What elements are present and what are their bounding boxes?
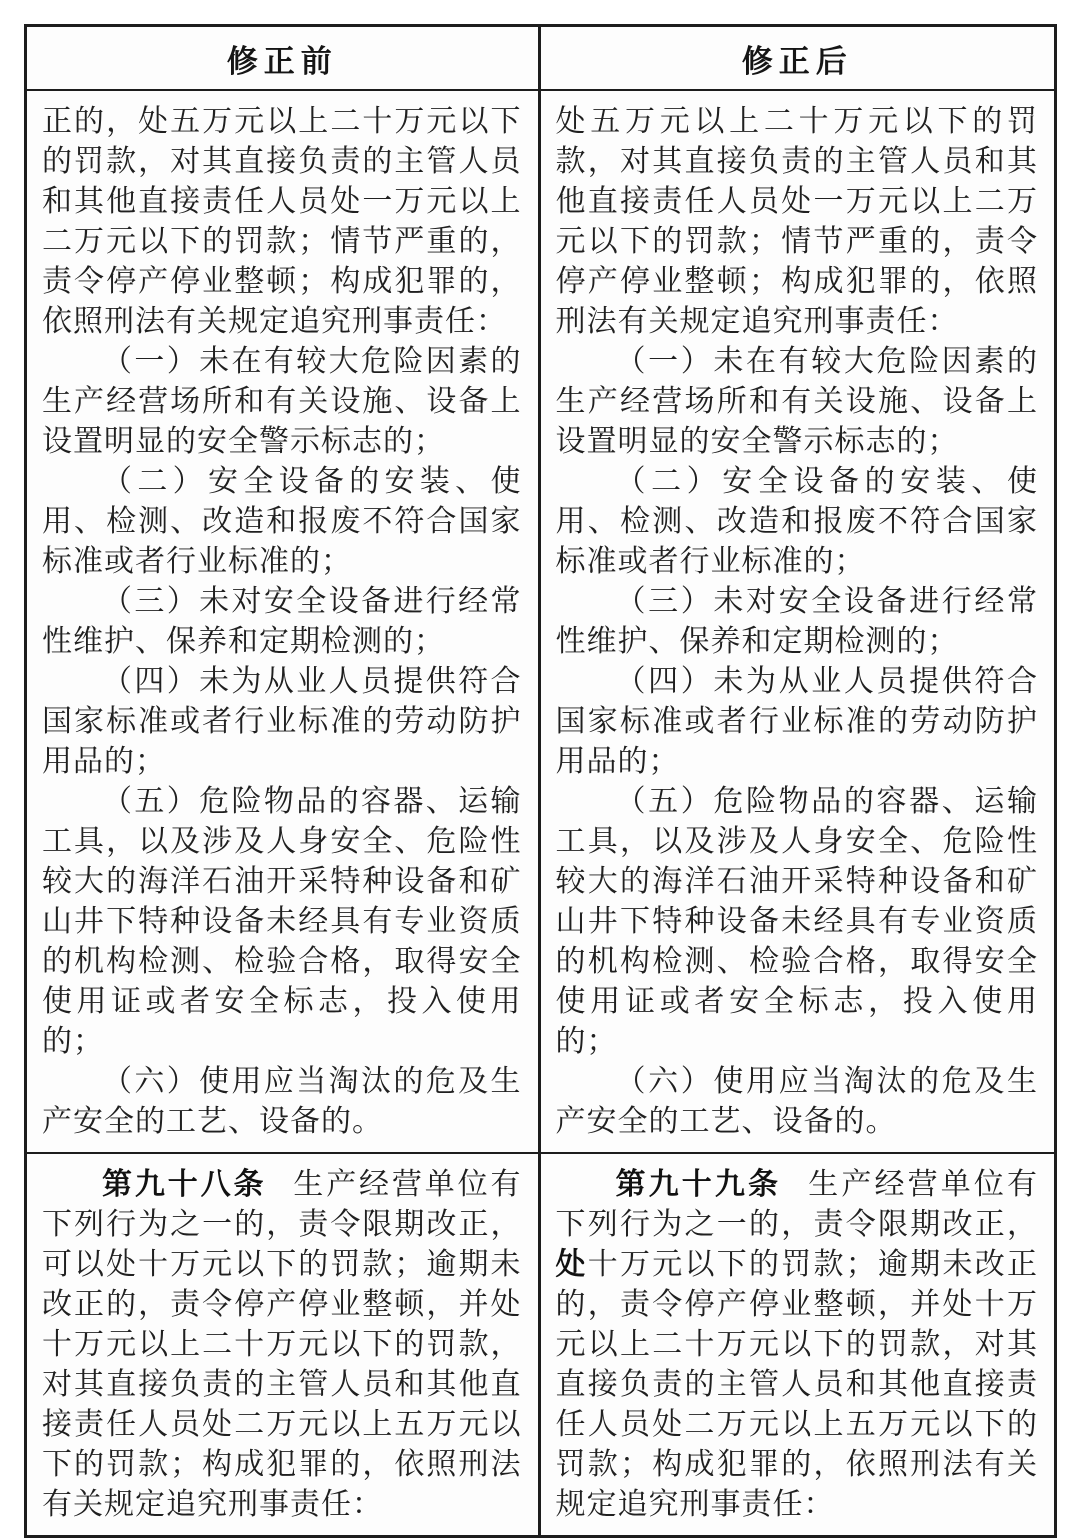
cell-article-99 — [541, 1154, 1055, 1535]
paragraph: （一）未在有较大危险因素的生产经营场所和有关设施、设备上设置明显的安全警示标志的； — [555, 345, 1038, 458]
paragraph: （六）使用应当淘汰的危及生产安全的工艺、设备的。 — [42, 1065, 522, 1138]
paragraph — [42, 1165, 522, 1525]
paragraph: （二）安全设备的安装、使用、检测、改造和报废不符合国家标准或者行业标准的； — [555, 465, 1038, 578]
paragraph: （五）危险物品的容器、运输工具，以及涉及人身安全、危险性较大的海洋石油开采特种设备和矿山井下特种设备未经具有专业资质的机构检测、检验合格，取得安全使用证或者安全标志，投入使用的； — [42, 785, 522, 1058]
paragraph: （三）未对安全设备进行经常性维护、保养和定期检测的； — [42, 585, 522, 658]
header-before-amendment: 修正前 — [27, 27, 541, 91]
table-row-article — [27, 1154, 1054, 1535]
paragraph: （四）未为从业人员提供符合国家标准或者行业标准的劳动防护用品的； — [555, 665, 1038, 778]
paragraph: （三）未对安全设备进行经常性维护、保养和定期检测的； — [555, 585, 1038, 658]
paragraph: 正的，处五万元以上二十万元以下的罚款，对其直接负责的主管人员和其他直接责任人员处一万元以上二万元以下的罚款；情节严重的，责令停产停业整顿；构成犯罪的，依照刑法有关规定追究刑事责任： — [42, 105, 522, 338]
article-number-98: 第九十八条 — [102, 1168, 267, 1201]
paragraph: （一）未在有较大危险因素的生产经营场所和有关设施、设备上设置明显的安全警示标志的； — [42, 345, 522, 458]
paragraph — [556, 1165, 1039, 1525]
paragraph: （二）安全设备的安装、使用、检测、改造和报废不符合国家标准或者行业标准的； — [42, 465, 522, 578]
paragraph: （六）使用应当淘汰的危及生产安全的工艺、设备的。 — [555, 1065, 1038, 1138]
cell-before-continuation — [27, 91, 541, 1154]
header-after-amendment: 修正后 — [541, 27, 1055, 91]
cell-article-98 — [27, 1154, 541, 1535]
paragraph: （四）未为从业人员提供符合国家标准或者行业标准的劳动防护用品的； — [42, 665, 522, 778]
comparison-table — [24, 24, 1057, 1538]
table-header-row — [27, 27, 1054, 91]
table-row-continuation — [27, 91, 1054, 1154]
article-body: 生产经营单位有下列行为之一的，责令限期改正，可以处十万元以下的罚款；逾期未改正的，责令停产停业整顿，并处十万元以上二十万元以下的罚款，对其直接负责的主管人员和其他直接责任人员处二万元以上五万元以下的罚款；构成犯罪的，依照刑法有关规定追究刑事责任： — [42, 1168, 522, 1521]
cell-after-continuation — [541, 91, 1055, 1154]
article-body-bold-emphasis: 处 — [555, 1248, 588, 1281]
paragraph: （五）危险物品的容器、运输工具，以及涉及人身安全、危险性较大的海洋石油开采特种设备和矿山井下特种设备未经具有专业资质的机构检测、检验合格，取得安全使用证或者安全标志，投入使用的； — [555, 785, 1038, 1058]
article-body-post: 十万元以下的罚款；逾期未改正的，责令停产停业整顿，并处十万元以上二十万元以下的罚款，对其直接负责的主管人员和其他直接责任人员处二万元以上五万元以下的罚款；构成犯罪的，依照刑法有关规定追究刑事责任： — [555, 1248, 1038, 1521]
article-number-99: 第九十九条 — [615, 1168, 782, 1201]
paragraph: 处五万元以上二十万元以下的罚款，对其直接负责的主管人员和其他直接责任人员处一万元以上二万元以下的罚款；情节严重的，责令停产停业整顿；构成犯罪的，依照刑法有关规定追究刑事责任： — [555, 105, 1038, 338]
article-body-pre: 生产经营单位有下列行为之一的，责令限期改正， — [555, 1168, 1039, 1241]
